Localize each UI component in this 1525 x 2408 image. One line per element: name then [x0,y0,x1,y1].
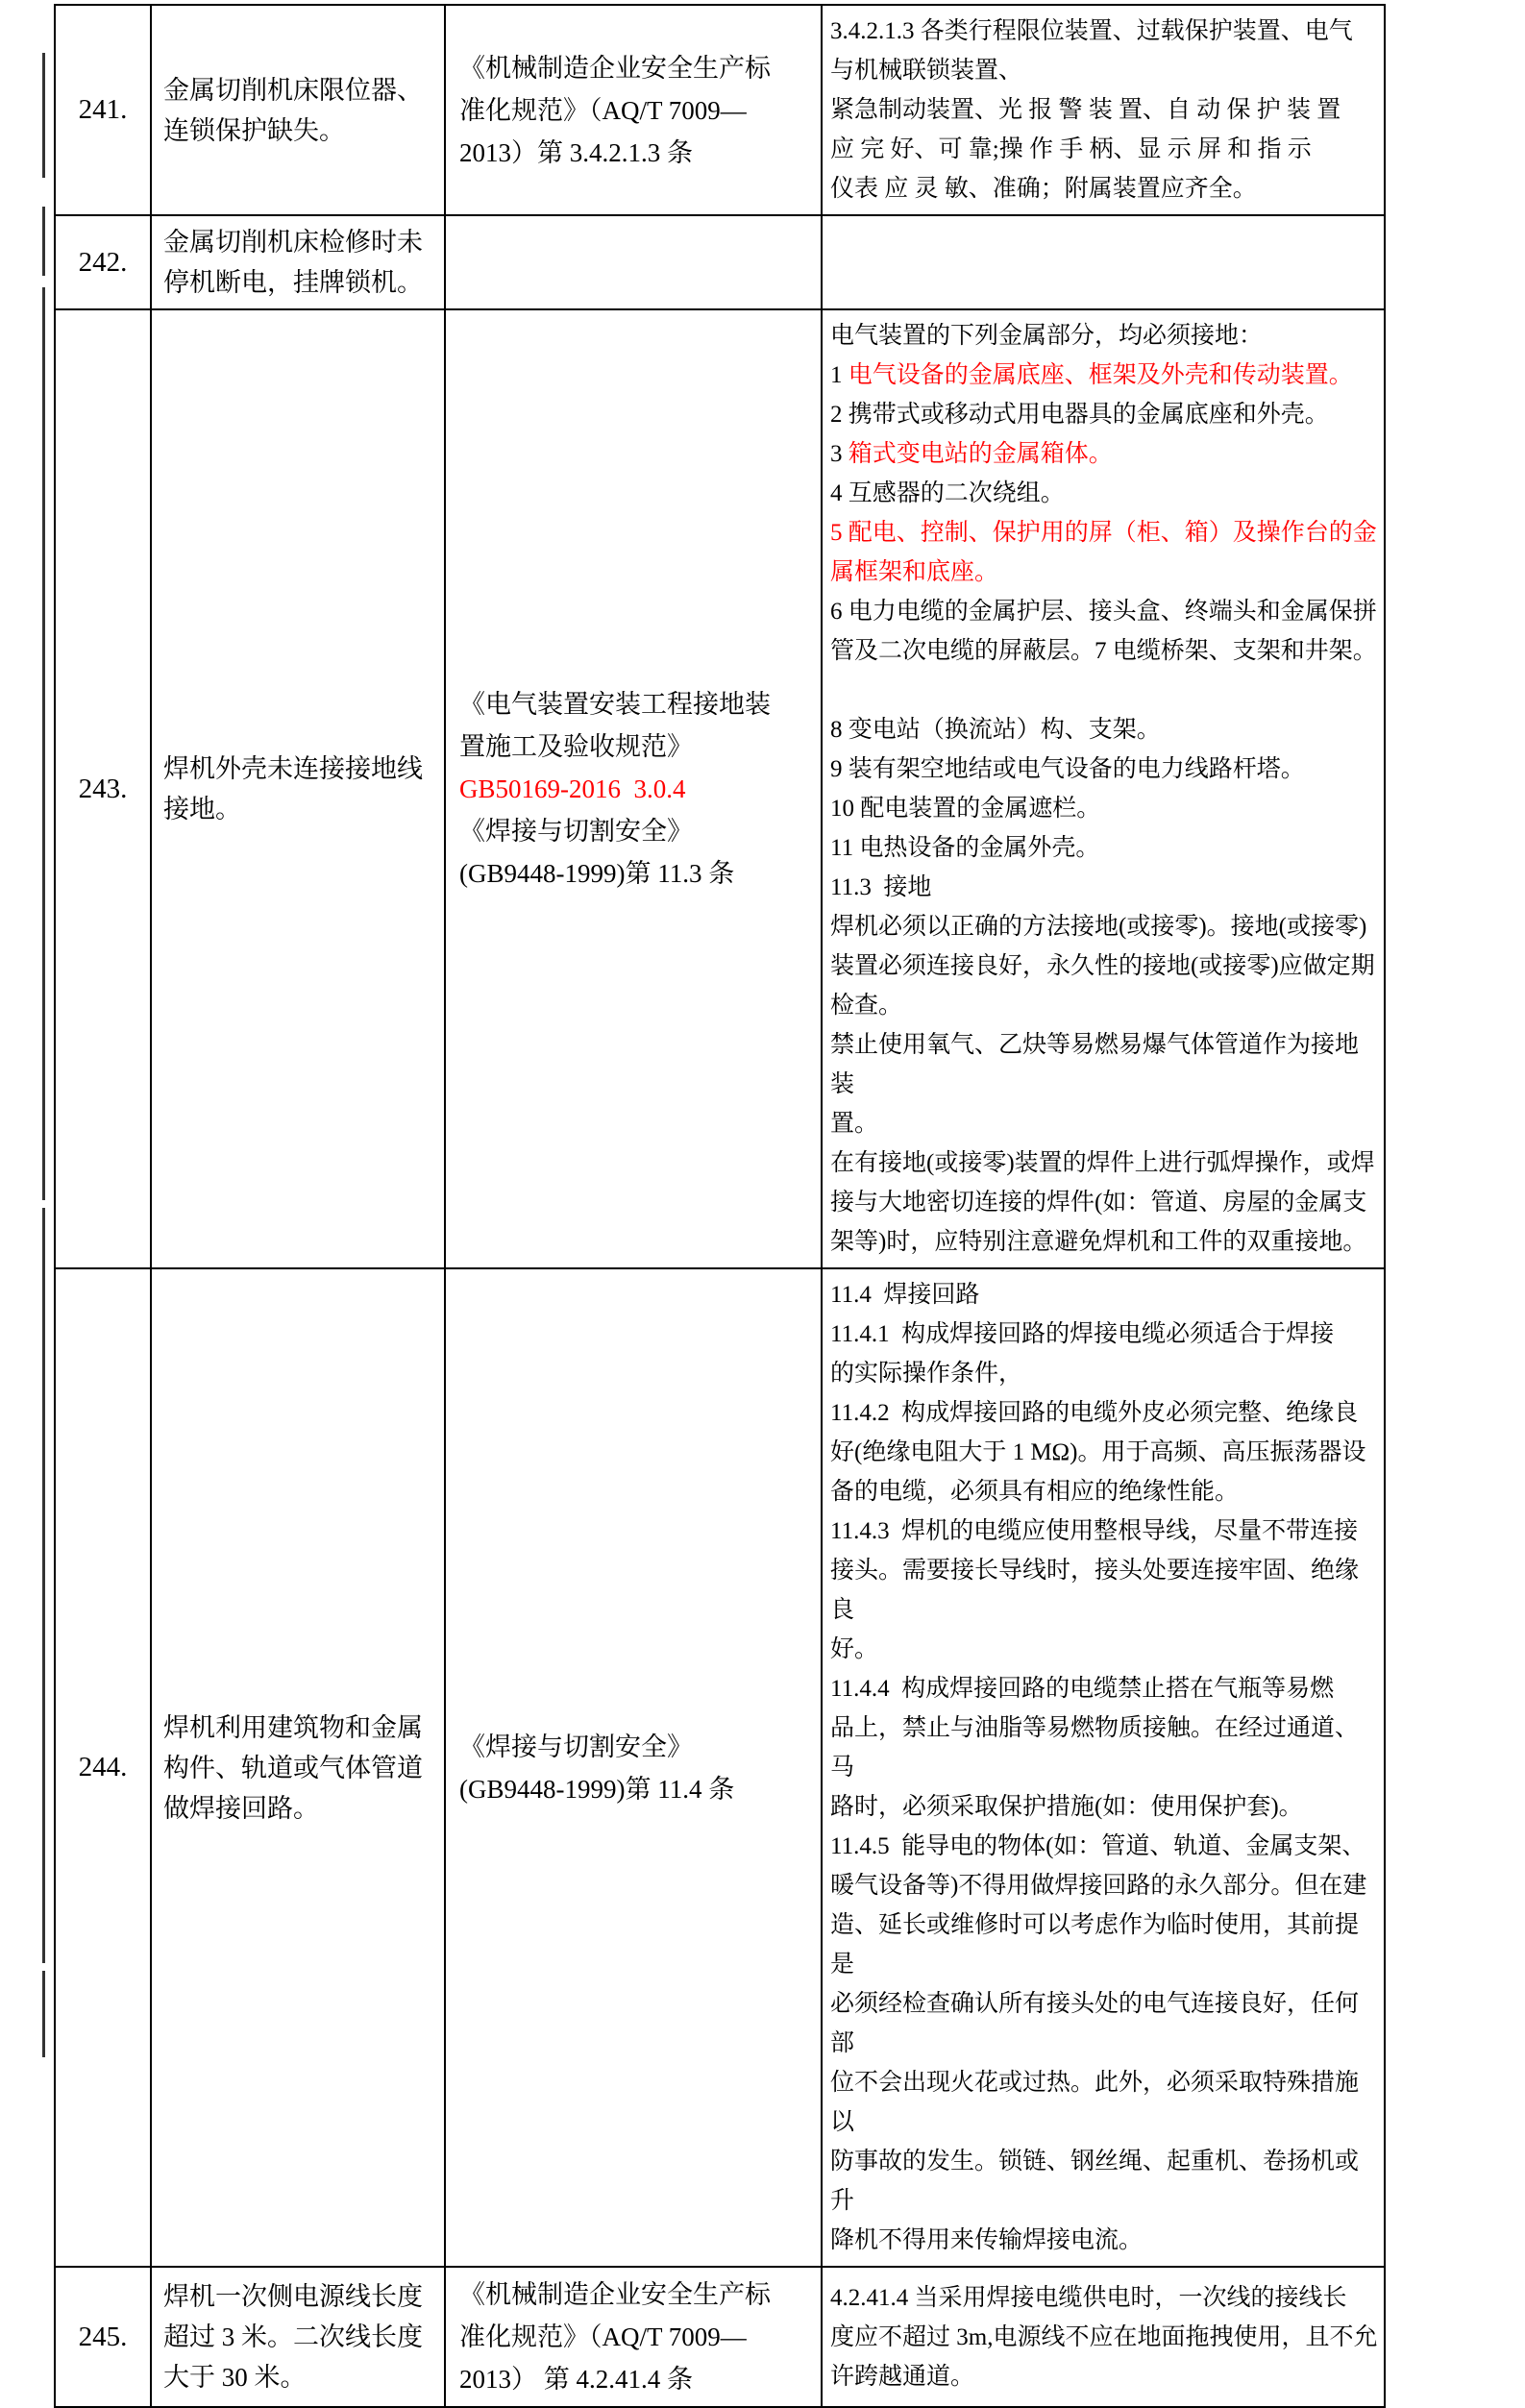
text-line [830,1827,1378,1866]
row-number-cell [55,5,151,215]
plain-text: 应 完 好、可 靠;操 作 手 柄、显 示 屏 和 指 示 [830,136,1312,162]
plain-text: 焊机利用建筑物和金属 [163,1712,423,1742]
text-line [830,1630,1378,1669]
text-line [163,222,436,262]
text-line [163,2357,436,2397]
plain-text: 《电气装置安装工程接地装 [459,690,771,719]
text-line [163,749,436,789]
row-number-cell [55,309,151,1268]
plain-text: 6 电力电缆的金属护层、接头盒、终端头和金属保拼 [830,599,1377,625]
text-line [459,1726,815,1768]
row-number-cell [55,1268,151,2267]
text-line [830,316,1378,356]
regulation-reference-cell [445,215,822,309]
plain-text: 8 变电站（换流站）构、支架。 [830,717,1161,743]
text-line [830,2278,1378,2318]
text-line [830,1472,1378,1511]
text-line [830,474,1378,513]
text-line [830,1787,1378,1827]
text-line [163,111,436,151]
plain-text: 置。 [830,1111,879,1137]
text-line [830,434,1378,474]
plain-text: 3.4.2.1.3 各类行程限位装置、过载保护装置、电气 [830,18,1353,44]
text-line [830,1275,1378,1315]
text-line [830,868,1378,907]
row-number-cell [55,2267,151,2407]
text-line [163,1748,436,1788]
text-line [830,1433,1378,1472]
text-line [459,132,815,174]
text-line [830,789,1378,828]
regulation-detail-cell [822,215,1385,309]
plain-text: 金属切削机床检修时未 [163,228,423,257]
table-row [55,5,1385,215]
plain-text: 3 [830,441,849,467]
safety-hazard-table [54,4,1386,2408]
regulation-detail-cell [822,5,1385,215]
text-line [830,1905,1378,1984]
plain-text: 11.3 接地 [830,874,932,900]
text-line [830,907,1378,946]
table-row [55,2267,1385,2407]
plain-text: 焊机一次侧电源线长度 [163,2282,423,2311]
plain-text: 4.2.41.4 当采用焊接电缆供电时，一次线的接线长 [830,2284,1347,2311]
text-line [459,2316,815,2358]
text-line [163,70,436,111]
text-line [830,1104,1378,1143]
text-line [830,986,1378,1025]
plain-text: 焊机外壳未连接接地线 [163,754,423,783]
text-line [830,592,1378,631]
plain-text: 金属切削机床限位器、 [163,75,423,105]
plain-text: 暖气设备等)不得用做焊接回路的永久部分。但在建 [830,1873,1367,1899]
text-line [830,1315,1378,1354]
plain-text: 好(绝缘电阻大于 1 MΩ)。用于高频、高压振荡器设 [830,1439,1366,1465]
plain-text: 准化规范》（AQ/T 7009— [459,95,747,125]
text-line [830,169,1378,209]
text-line [830,12,1378,51]
plain-text: 与机械联锁装置、 [830,58,1023,84]
text-line [830,828,1378,868]
text-line [830,671,1378,710]
text-line [830,1143,1378,1183]
plain-text: 管及二次电缆的屏蔽层。7 电缆桥架、支架和井架。 [830,638,1377,664]
plain-text: 4 互感器的二次绕组。 [830,480,1065,506]
text-line [830,1354,1378,1393]
regulation-detail-cell [822,1268,1385,2267]
plain-text: 《焊接与切割安全》 [459,1732,693,1761]
plain-text: 2013） 第 4.2.41.4 条 [459,2365,693,2394]
text-line [830,1183,1378,1222]
row-number: 244. [78,1752,128,1782]
plain-text: 度应不超过 3m,电源线不应在地面拖拽使用，且不允 [830,2323,1378,2350]
hazard-description-cell [151,5,445,215]
text-line [459,2358,815,2400]
text-line [830,395,1378,434]
plain-text: 的实际操作条件， [830,1361,1023,1387]
text-line [459,768,815,810]
row-number: 242. [78,246,128,278]
text-line [830,710,1378,749]
row-number: 245. [78,2321,128,2352]
highlighted-text: GB50169-2016 3.0.4 [459,774,686,803]
text-line [830,1551,1378,1630]
plain-text: 大于 30 米。 [163,2363,307,2392]
revision-bar [42,207,45,276]
text-line [830,2142,1378,2221]
plain-text: 2 携带式或移动式用电器具的金属底座和外壳。 [830,402,1329,428]
text-line [830,2221,1378,2260]
revision-bar [42,287,45,1200]
plain-text: 仪表 应 灵 敏、准确；附属装置应齐全。 [830,176,1257,202]
text-line [830,2063,1378,2142]
plain-text: 11.4.2 构成焊接回路的电缆外皮必须完整、绝缘良 [830,1400,1359,1426]
text-line [163,262,436,303]
plain-text: 许跨越通道。 [830,2363,975,2390]
text-line [830,2318,1378,2357]
text-line [163,2276,436,2317]
regulation-detail-cell [822,309,1385,1268]
text-line [830,1708,1378,1787]
text-line [830,1866,1378,1905]
table-row [55,1268,1385,2267]
text-line [830,1025,1378,1104]
plain-text: 造、延长或维修时可以考虑作为临时使用，其前提是 [830,1912,1360,1978]
text-line [830,513,1378,553]
text-line [830,130,1378,169]
text-line [163,2317,436,2357]
plain-text: 接与大地密切连接的焊件(如：管道、房屋的金属支 [830,1190,1367,1216]
text-line [830,1222,1378,1262]
plain-text: 2013）第 3.4.2.1.3 条 [459,137,693,167]
plain-text: 构件、轨道或气体管道 [163,1753,423,1782]
text-line [459,1768,815,1810]
plain-text: (GB9448-1999)第 11.4 条 [459,1774,735,1804]
plain-text: 9 装有架空地结或电气设备的电力线路杆塔。 [830,756,1305,782]
text-line [830,1669,1378,1708]
plain-text: 在有接地(或接零)装置的焊件上进行弧焊操作，或焊 [830,1150,1375,1176]
plain-text: 检查。 [830,993,903,1019]
plain-text: 好。 [830,1636,879,1662]
plain-text: 10 配电装置的金属遮栏。 [830,796,1101,822]
plain-text: 装置必须连接良好，永久性的接地(或接零)应做定期 [830,953,1375,979]
plain-text: 11.4.1 构成焊接回路的焊接电缆必须适合于焊接 [830,1321,1335,1347]
regulation-reference-cell [445,1268,822,2267]
plain-text: 禁止使用氧气、乙炔等易燃易爆气体管道作为接地装 [830,1032,1360,1097]
revision-bar [42,53,45,178]
plain-text: 超过 3 米。二次线长度 [163,2322,423,2351]
row-number: 241. [78,94,128,125]
text-line [830,356,1378,395]
plain-text: 品上，禁止与油脂等易燃物质接触。在经过通道、马 [830,1715,1360,1781]
text-line [830,2357,1378,2396]
row-number: 243. [78,773,128,804]
plain-text: 连锁保护缺失。 [163,115,345,145]
regulation-reference-cell [445,309,822,1268]
plain-text: 11.4.4 构成焊接回路的电缆禁止搭在气瓶等易燃 [830,1676,1335,1702]
highlighted-text: 5 配电、控制、保护用的屏（柜、箱）及操作台的金 [830,520,1377,546]
text-line [830,553,1378,592]
highlighted-text: 箱式变电站的金属箱体。 [848,441,1113,467]
text-line [163,1708,436,1748]
text-line [163,789,436,829]
text-line [830,1511,1378,1551]
highlighted-text: 属框架和底座。 [830,559,999,585]
text-line [459,852,815,895]
regulation-detail-cell [822,2267,1385,2407]
text-line [459,2273,815,2316]
text-line [830,51,1378,90]
plain-text: 11.4 焊接回路 [830,1282,980,1308]
plain-text: 《机械制造企业安全生产标 [459,53,771,83]
plain-text: 备的电缆，必须具有相应的绝缘性能。 [830,1479,1240,1505]
plain-text: 架等)时，应特别注意避免焊机和工件的双重接地。 [830,1229,1367,1255]
text-line [459,683,815,725]
plain-text: 焊机必须以正确的方法接地(或接零)。接地(或接零) [830,914,1367,940]
text-line [830,90,1378,130]
plain-text: (GB9448-1999)第 11.3 条 [459,859,735,888]
text-line [830,946,1378,986]
plain-text: 准化规范》（AQ/T 7009— [459,2322,747,2351]
text-line [459,810,815,852]
revision-bar [42,1971,45,2057]
row-number-cell [55,215,151,309]
text-line [459,725,815,768]
plain-text: 置施工及验收规范》 [459,732,693,761]
plain-text: 《焊接与切割安全》 [459,817,693,846]
plain-text: 位不会出现火花或过热。此外，必须采取特殊措施以 [830,2070,1360,2135]
text-line [163,1788,436,1829]
plain-text: 防事故的发生。锁链、钢丝绳、起重机、卷扬机或升 [830,2149,1360,2214]
plain-text: 必须经检查确认所有接头处的电气连接良好，任何部 [830,1991,1360,2056]
hazard-description-cell [151,309,445,1268]
plain-text: 路时，必须采取保护措施(如：使用保护套)。 [830,1794,1303,1820]
plain-text: 电气装置的下列金属部分，均必须接地： [830,323,1264,349]
plain-text: 紧急制动装置、光 报 警 装 置、自 动 保 护 装 置 [830,97,1341,123]
plain-text: 接地。 [163,795,241,823]
hazard-description-cell [151,215,445,309]
safety-hazard-table-body [55,5,1385,2407]
table-row [55,215,1385,309]
revision-bar [42,1208,45,1963]
plain-text: 1 [830,362,849,388]
plain-text: 11.4.5 能导电的物体(如：管道、轨道、金属支架、 [830,1833,1366,1859]
plain-text: 停机断电，挂牌锁机。 [163,268,423,297]
text-line [830,1393,1378,1433]
plain-text: 降机不得用来传输焊接电流。 [830,2227,1144,2253]
plain-text: 11.4.3 焊机的电缆应使用整根导线，尽量不带连接 [830,1518,1359,1544]
hazard-description-cell [151,2267,445,2407]
highlighted-text: 电气设备的金属底座、框架及外壳和传动装置。 [848,362,1353,388]
text-line [459,47,815,89]
regulation-reference-cell [445,5,822,215]
table-row [55,309,1385,1268]
plain-text: 11 电热设备的金属外壳。 [830,835,1100,861]
plain-text: 做焊接回路。 [163,1793,319,1823]
text-line [459,89,815,132]
hazard-description-cell [151,1268,445,2267]
text-line [830,1984,1378,2063]
plain-text: 《机械制造企业安全生产标 [459,2280,771,2309]
plain-text: 接头。需要接长导线时，接头处要连接牢固、绝缘良 [830,1558,1360,1623]
text-line [830,631,1378,671]
regulation-reference-cell [445,2267,822,2407]
text-line [830,749,1378,789]
